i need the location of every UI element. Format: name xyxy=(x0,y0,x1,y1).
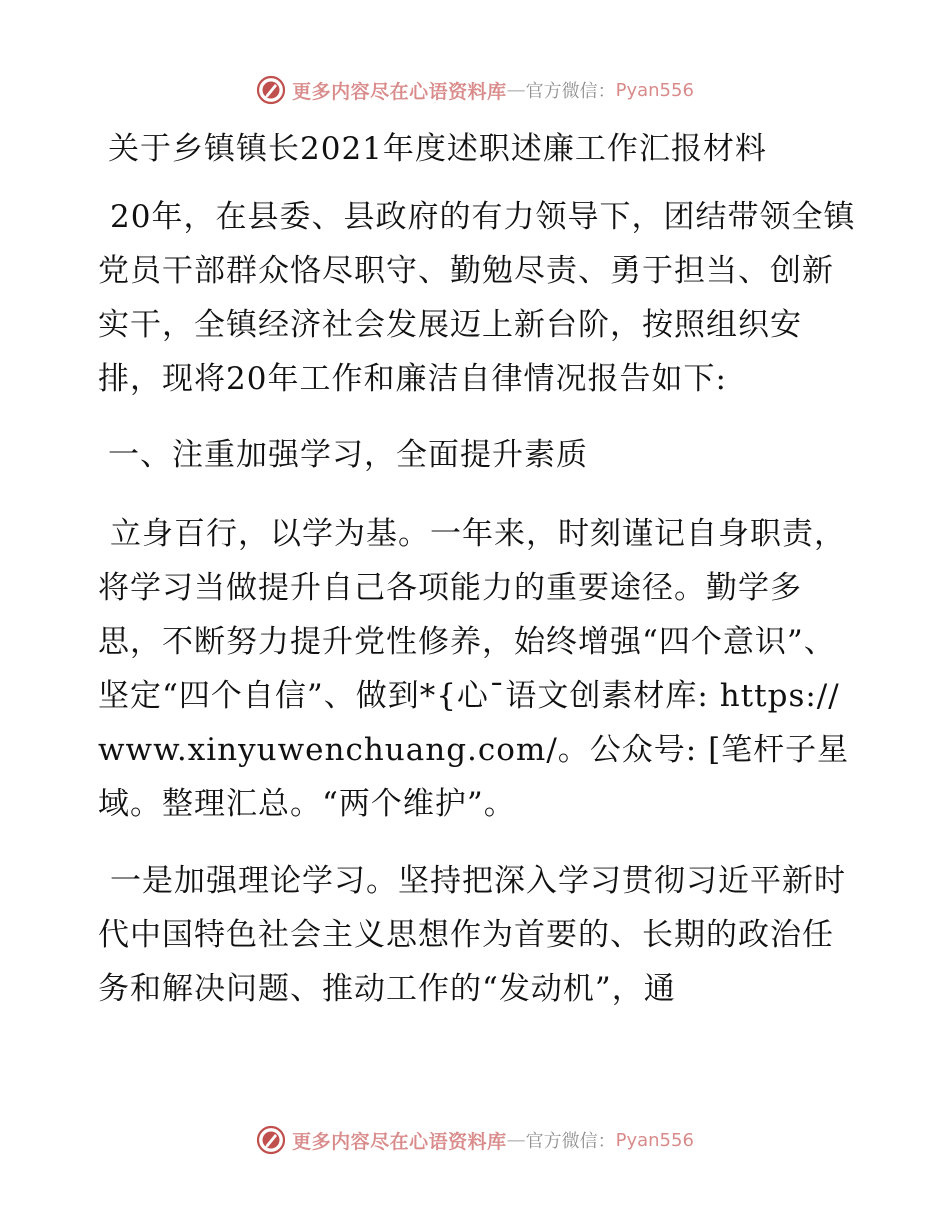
watermark-wechat-id: Pyan556 xyxy=(615,79,694,101)
paragraph-intro: 20年，在县委、县政府的有力领导下，团结带领全镇党员干部群众恪尽职守、勤勉尽责、勇于担当、创新实干，全镇经济社会发展迈上新台阶，按照组织安排，现将20年工作和廉洁自律情况报告如下: xyxy=(98,199,856,397)
footer-watermark xyxy=(0,1120,950,1160)
document-title: 关于乡镇镇长2021年度述职述廉工作汇报材料 xyxy=(108,131,767,167)
watermark-separator: — xyxy=(506,1129,526,1151)
pen-seal-icon xyxy=(256,1125,286,1155)
watermark-separator: — xyxy=(506,79,526,101)
document-body xyxy=(98,118,858,1016)
watermark-side-text: 官方微信： xyxy=(525,1131,616,1152)
section-heading-1: 一、注重加强学习，全面提升素质 xyxy=(108,437,588,473)
watermark-wechat-id: Pyan556 xyxy=(615,1129,694,1151)
watermark-main-text: 更多内容尽在心语资料库 xyxy=(292,80,507,103)
paragraph-study: 立身百行，以学为基。一年来，时刻谨记自身职责，将学习当做提升自己各项能力的重要途径。勤学多思，不断努力提升党性修养，始终增强“四个意识”、坚定“四个自信”、做到*{心¯语文创素材库: https://www.xinyuwenchuang.com/。公众号: [笔杆子星域。整理汇总。“两个维护”。 xyxy=(98,516,850,822)
paragraph-theory: 一是加强理论学习。坚持把深入学习贯彻习近平新时代中国特色社会主义思想作为首要的、长期的政治任务和解决问题、推动工作的“发动机”，通 xyxy=(98,863,846,1007)
watermark-main-text: 更多内容尽在心语资料库 xyxy=(292,1130,507,1153)
pen-seal-icon xyxy=(256,75,286,105)
header-watermark xyxy=(0,70,950,110)
watermark-side-text: 官方微信： xyxy=(525,81,616,102)
